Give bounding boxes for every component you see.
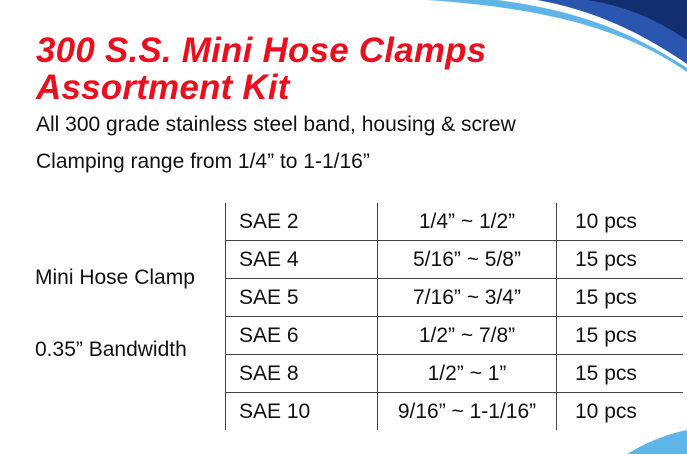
table-row [226,279,684,317]
range-cell: 9/16” ~ 1-1/16” [378,393,557,431]
size-cell: SAE 4 [226,241,378,279]
size-cell: SAE 6 [226,317,378,355]
table-row [226,203,684,241]
range-cell: 1/4” ~ 1/2” [378,203,557,241]
table-row [226,393,684,431]
size-cell: SAE 10 [226,393,378,431]
table-row [226,317,684,355]
page-title [36,32,486,106]
quantity-cell: 10 pcs [557,393,684,431]
quantity-cell: 15 pcs [557,279,684,317]
range-cell: 5/16” ~ 5/8” [378,241,557,279]
product-label: Mini Hose Clamp [35,266,195,289]
range-cell: 1/2” ~ 7/8” [378,317,557,355]
clamping-range-description: Clamping range from 1/4” to 1-1/16” [36,150,370,173]
table-row [226,241,684,279]
size-cell: SAE 8 [226,355,378,393]
clamp-size-table [225,203,683,430]
quantity-cell: 10 pcs [557,203,684,241]
title-line-2: Assortment Kit [36,68,290,107]
quantity-cell: 15 pcs [557,317,684,355]
table-row [226,355,684,393]
size-cell: SAE 2 [226,203,378,241]
quantity-cell: 15 pcs [557,241,684,279]
range-cell: 1/2” ~ 1” [378,355,557,393]
size-cell: SAE 5 [226,279,378,317]
corner-swoosh-decoration-bottom [627,430,687,454]
range-cell: 7/16” ~ 3/4” [378,279,557,317]
bandwidth-label: 0.35” Bandwidth [35,338,187,361]
title-line-1: 300 S.S. Mini Hose Clamps [36,31,487,70]
quantity-cell: 15 pcs [557,355,684,393]
material-description: All 300 grade stainless steel band, housing & screw [36,113,516,136]
